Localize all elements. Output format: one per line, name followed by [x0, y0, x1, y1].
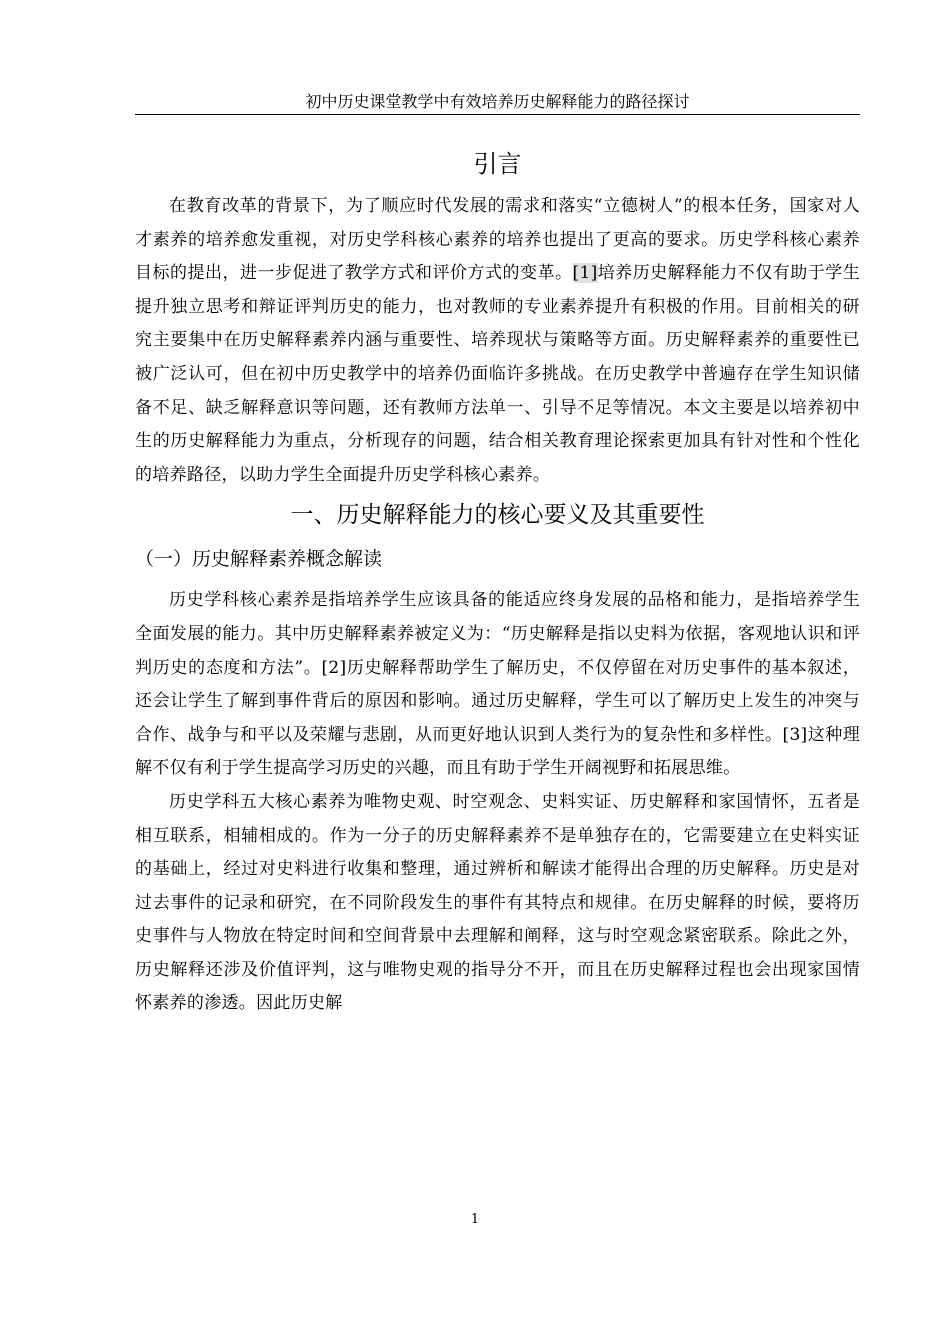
running-header: 初中历史课堂教学中有效培养历史解释能力的路径探讨: [135, 92, 860, 115]
body-paragraph-2: 历史学科五大核心素养为唯物史观、时空观念、史料实证、历史解释和家国情怀，五者是相互联系，相辅相成的。作为一分子的历史解释素养不是单独存在的，它需要建立在史料实证的基础上，经过对史料进行收集和整理，通过辨析和解读才能得出合理的历史解释。历史是对过去事件的记录和研究，在不同阶段发生的事件有其特点和规律。在历史解释的时候，要将历史事件与人物放在特定时间和空间背景中去理解和阐释，这与时空观念紧密联系。除此之外，历史解释还涉及价值评判，这与唯物史观的指导分不开，而且在历史解释过程也会出现家国情怀素养的渗透。因此历史解: [135, 791, 860, 1014]
page-content: [135, 142, 860, 1021]
subsection-heading: （一）历史解释素养概念解读: [135, 548, 383, 571]
body-paragraph-1: 历史学科核心素养是指培养学生应该具备的能适应终身发展的品格和能力，是指培养学生全面发展的能力。其中历史解释素养被定义为：“历史解释是指以史料为依据，客观地认识和评判历史的态度和方法”。[2]历史解释帮助学生了解历史，不仅停留在对历史事件的基本叙述，还会让学生了解到事件背后的原因和影响。通过历史解释，学生可以了解历史上发生的冲突与合作、战争与和平以及荣耀与悲剧，从而更好地认识到人类行为的复杂性和多样性。[3]这种理解不仅有利于学生提高学习历史的兴趣，而且有助于学生开阔视野和拓展思维。: [135, 590, 860, 779]
section-heading: 一、历史解释能力的核心要义及其重要性: [290, 502, 705, 529]
intro-paragraph: [135, 190, 860, 492]
citation-link[interactable]: [1]: [572, 263, 598, 284]
intro-text-part1: 在教育改革的背景下，为了顺应时代发展的需求和落实“立德树人”的根本任务，国家对人才素养的培养愈发重视，对历史学科核心素养的培养也提出了更高的要求。历史学科核心素养目标的提出，进一步促进了教学方式和评价方式的变革。: [135, 196, 860, 284]
intro-heading: 引言: [473, 150, 522, 178]
page-number: 1: [470, 1212, 480, 1227]
intro-text-part2: 培养历史解释能力不仅有助于学生提升独立思考和辩证评判历史的能力，也对教师的专业素养提升有积极的作用。目前相关的研究主要集中在历史解释素养内涵与重要性、培养现状与策略等方面。历史解释素养的重要性已被广泛认可，但在初中历史教学中的培养仍面临许多挑战。在历史教学中普遍存在学生知识储备不足、缺乏解释意识等问题，还有教师方法单一、引导不足等情况。本文主要是以培养初中生的历史解释能力为重点，分析现存的问题，结合相关教育理论探索更加具有针对性和个性化的培养路径，以助力学生全面提升历史学科核心素养。: [135, 263, 861, 485]
